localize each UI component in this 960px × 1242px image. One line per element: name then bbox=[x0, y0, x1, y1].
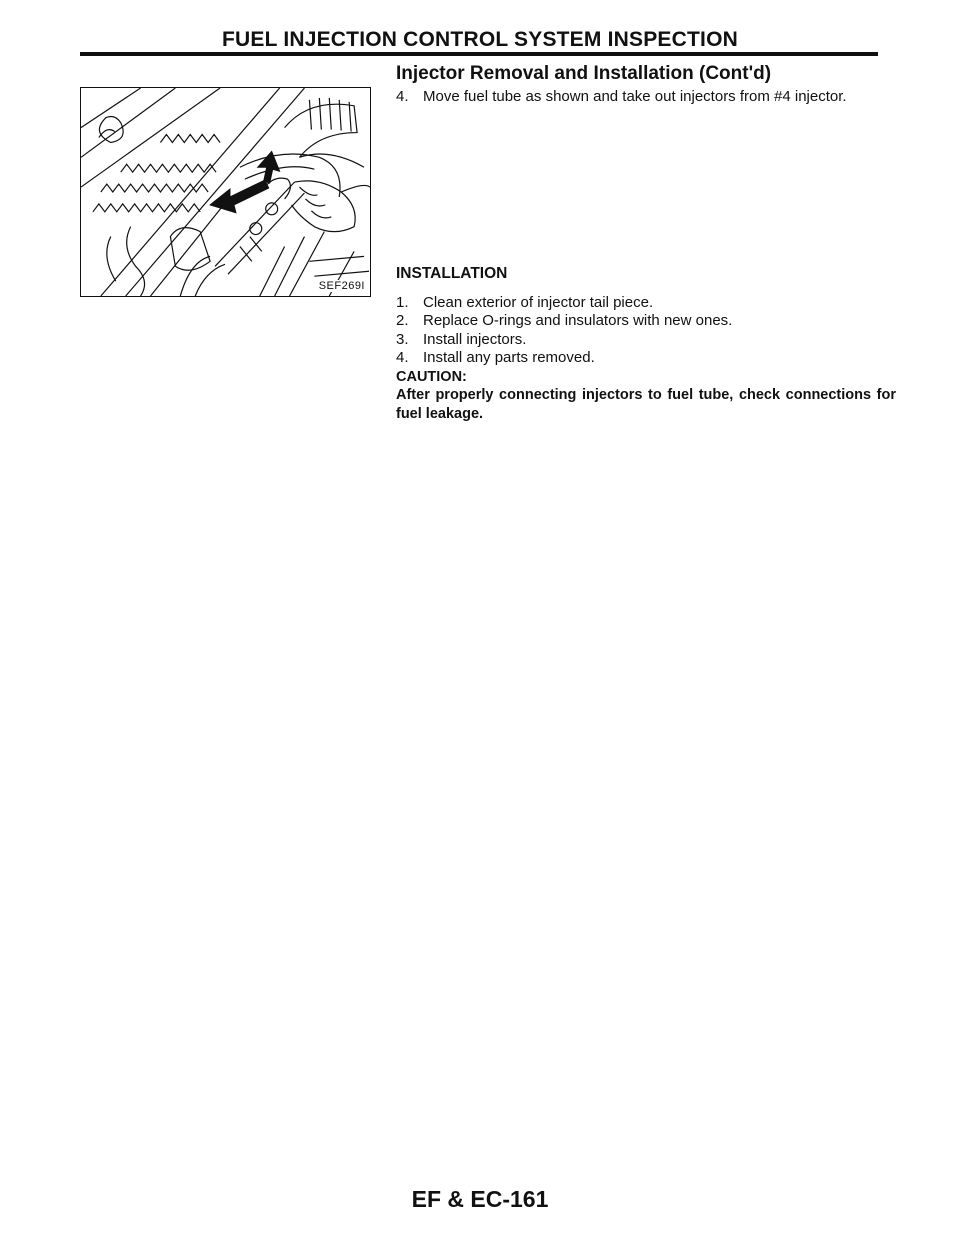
injector-removal-illustration bbox=[80, 87, 371, 297]
step-text: Replace O-rings and insulators with new ones. bbox=[423, 312, 733, 329]
caution-text: After properly connecting injectors to fuel tube, check connections for fuel leakage. bbox=[396, 387, 896, 422]
caution-label: CAUTION: bbox=[396, 368, 467, 385]
installation-heading: INSTALLATION bbox=[396, 264, 508, 282]
installation-step-list bbox=[396, 294, 896, 368]
installation-step-3 bbox=[396, 331, 896, 350]
step-number: 1. bbox=[396, 293, 409, 311]
main-content bbox=[396, 62, 896, 423]
removal-heading: Injector Removal and Installation (Cont'd) bbox=[396, 63, 772, 84]
step-text: Clean exterior of injector tail piece. bbox=[423, 293, 654, 311]
removal-step-4 bbox=[396, 88, 896, 107]
step-number: 2. bbox=[396, 312, 409, 329]
page-header-title: FUEL INJECTION CONTROL SYSTEM INSPECTION bbox=[222, 28, 738, 51]
figure-code-label: SEF269I bbox=[318, 280, 365, 292]
installation-step-1 bbox=[396, 294, 896, 313]
installation-step-4 bbox=[396, 349, 896, 368]
removal-step-list bbox=[396, 88, 896, 107]
page-number: EF & EC-161 bbox=[411, 1186, 549, 1212]
step-text: Install any parts removed. bbox=[423, 349, 595, 366]
header-rule bbox=[80, 52, 878, 56]
step-number: 4. bbox=[396, 349, 409, 366]
installation-step-2 bbox=[396, 312, 896, 331]
step-number: 4. bbox=[396, 88, 409, 105]
step-number: 3. bbox=[396, 330, 409, 348]
step-text: Move fuel tube as shown and take out injectors from #4 injector. bbox=[423, 88, 847, 105]
engine-bay-drawing bbox=[81, 88, 370, 296]
step-text: Install injectors. bbox=[423, 330, 527, 348]
